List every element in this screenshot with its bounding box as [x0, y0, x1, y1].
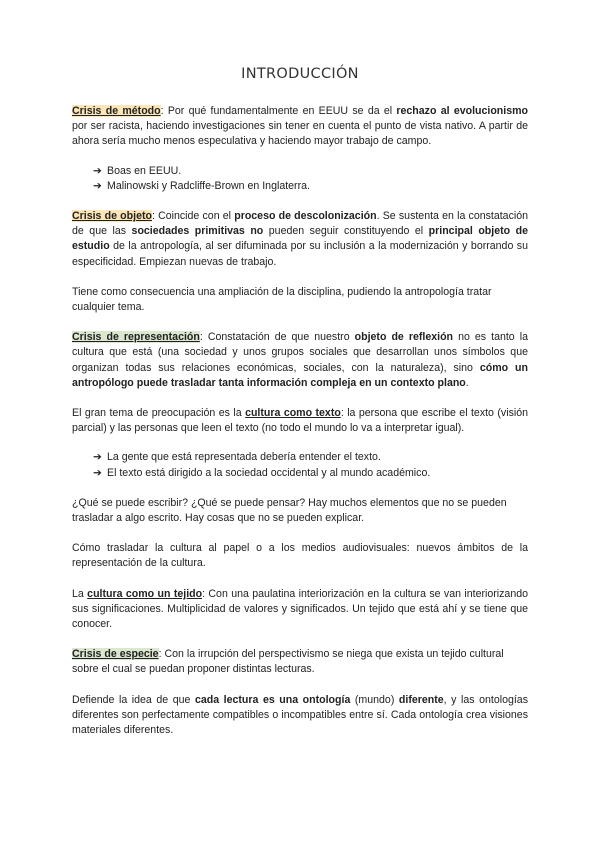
text: : Con la irrupción del perspectivismo se niega que exista un tejido cultural sobre el cual se puedan proponer distintas lecturas.	[72, 648, 504, 676]
list-item	[93, 179, 528, 194]
bold-underlined-text: cultura como un tejido	[87, 587, 203, 600]
arrow-icon: ➔	[93, 451, 102, 464]
bold-text: sociedades primitivas no	[131, 225, 264, 238]
list-item-text: Boas en EEUU.	[107, 164, 182, 177]
heading-crisis-objeto: Crisis de objeto	[72, 210, 152, 223]
paragraph-crisis-especie	[72, 647, 528, 677]
heading-crisis-especie: Crisis de especie	[72, 648, 159, 661]
text: El gran tema de preocupación es la	[72, 407, 246, 420]
list-item	[93, 466, 528, 481]
heading-crisis-representacion: Crisis de representación	[72, 331, 200, 344]
bold-text: proceso de descolonización	[234, 210, 377, 223]
paragraph-cultura-tejido	[72, 587, 528, 633]
bold-text: cómo un antropólogo puede trasladar tanta información compleja en un contexto plano	[72, 361, 528, 389]
bold-underlined-text: cultura como texto	[245, 407, 341, 420]
bold-text: cada lectura es una ontología	[194, 693, 351, 706]
heading-crisis-metodo: Crisis de método	[72, 105, 161, 117]
list-item-text: Malinowski y Radcliffe-Brown en Inglaterra.	[107, 179, 310, 192]
bullet-list-2	[72, 450, 528, 480]
list-item	[93, 164, 528, 179]
bullet-list-1	[72, 164, 528, 194]
paragraph-cultura-texto	[72, 406, 528, 436]
text: .	[465, 376, 469, 389]
text: de la antropología, al ser difuminada por su inclusión a la modernización y borrando su especificidad. Empiezan nuevas de trabajo.	[72, 240, 528, 268]
list-item-text: La gente que está representada debería entender el texto.	[107, 451, 381, 464]
page-title: INTRODUCCIÓN	[241, 66, 359, 82]
text: . Se sustenta en la constatación de que las	[72, 210, 529, 238]
bold-text: rechazo al evolucionismo	[396, 105, 529, 117]
text: : la persona que escribe el texto (visión parcial) y las personas que leen el texto (no todo el mundo lo va a interpretar igual).	[72, 407, 528, 435]
text: pueden seguir constituyendo el	[263, 225, 429, 238]
text: : Coincide con el	[151, 210, 235, 223]
text: , y las ontologías diferentes son perfectamente compatibles o incompatibles entre sí. Cada ontología crea visiones materiales diferentes.	[72, 693, 528, 737]
arrow-icon: ➔	[93, 179, 102, 192]
document-page	[72, 66, 528, 753]
paragraph-crisis-objeto	[72, 209, 528, 270]
text: (mundo)	[350, 693, 399, 706]
paragraph-que-escribir: ¿Qué se puede escribir? ¿Qué se puede pensar? Hay muchos elementos que no se pueden trasladar a algo escrito. Hay cosas que no se pueden explicar.	[72, 496, 507, 525]
bold-text: diferente	[398, 693, 444, 706]
list-item-text: El texto está dirigido a la sociedad occidental y al mundo académico.	[107, 466, 431, 479]
paragraph-ontologia	[72, 693, 528, 739]
bold-text: objeto de reflexión	[354, 331, 454, 344]
text: por ser racista, haciendo investigaciones sin tener en cuenta el punto de vista nativo. A partir de ahora sería mucho menos especulativa y haciendo mayor trabajo de campo.	[72, 120, 528, 148]
arrow-icon: ➔	[93, 466, 102, 479]
arrow-icon: ➔	[93, 164, 102, 177]
paragraph-crisis-representacion	[72, 330, 528, 391]
paragraph-consecuencia: Tiene como consecuencia una ampliación de la disciplina, pudiendo la antropología tratar cualquier tema.	[72, 285, 492, 314]
bold-text: principal objeto de estudio	[72, 225, 528, 253]
text: no es tanto la cultura que está (una sociedad y unos grupos sociales que desarrollan unos símbolos que organizan todas sus relaciones económicas, sociales, con la naturaleza), sino	[72, 331, 528, 374]
text: La	[72, 587, 88, 600]
text: : Por qué fundamentalmente en EEUU se da el	[160, 105, 397, 117]
paragraph-trasladar-cultura: Cómo trasladar la cultura al papel o a los medios audiovisuales: nuevos ámbitos de la representación de la cultura.	[72, 542, 528, 570]
text: Defiende la idea de que	[72, 693, 195, 706]
text: : Con una paulatina interiorización en la cultura se van interiorizando sus significaciones. Multiplicidad de valores y significados. Un tejido que está ahí y se tiene que conocer.	[72, 587, 528, 631]
text: : Constatación de que nuestro	[199, 331, 355, 344]
list-item	[93, 450, 528, 465]
paragraph-crisis-metodo	[72, 104, 528, 150]
